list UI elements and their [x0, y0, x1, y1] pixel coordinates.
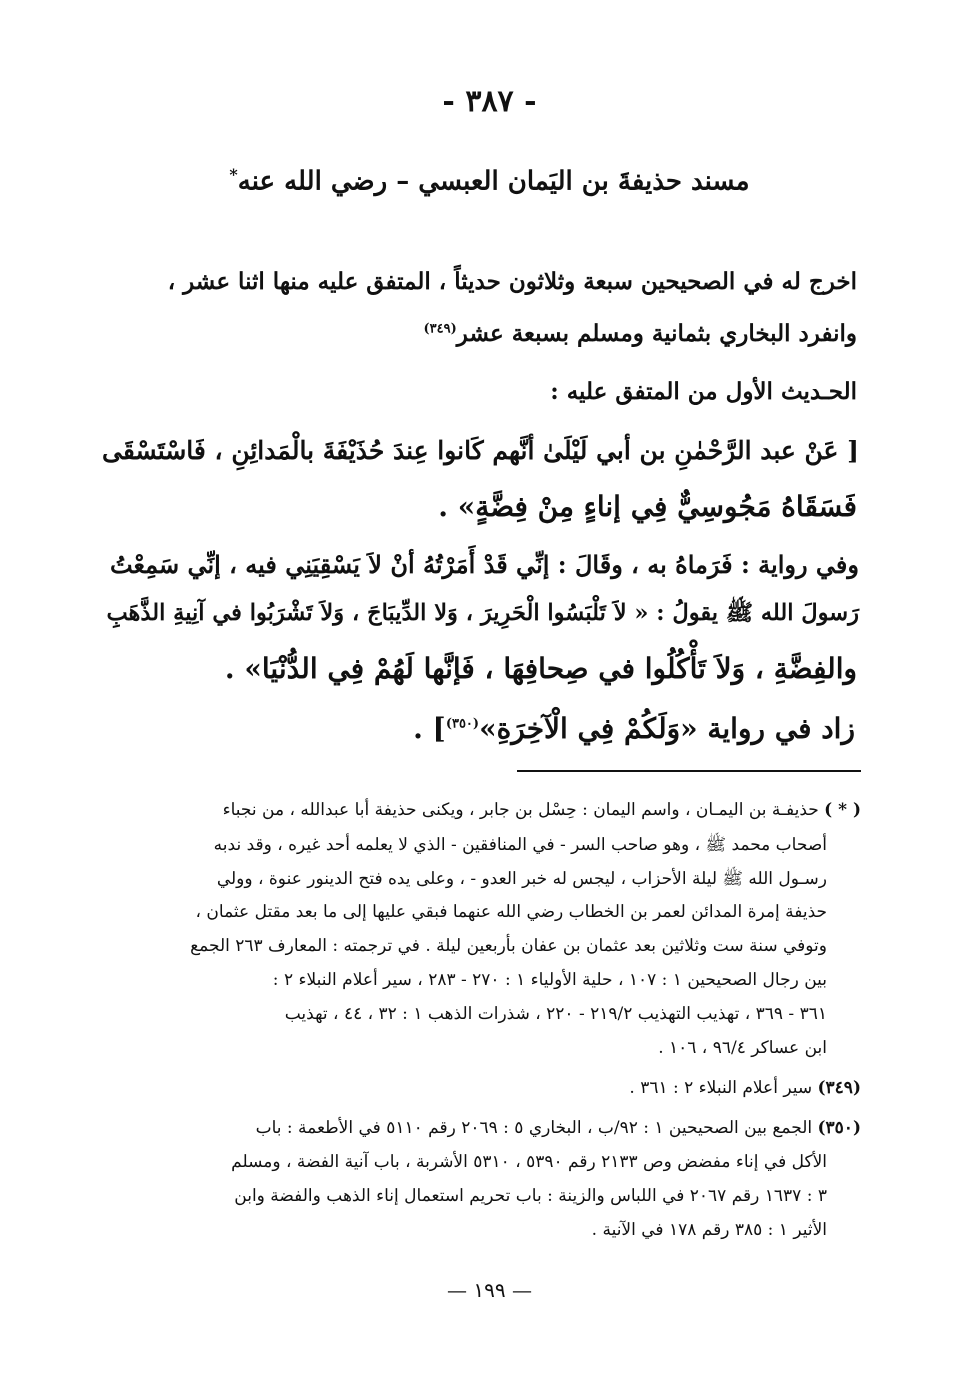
footnote-350-line-4: الأثير ١ : ٣٨٥ رقم ١٧٨ في الآنية . [591, 1220, 827, 1240]
footnote-star-line-8: ابن عساكر ٩٦/٤ ، ١٠٦ . [658, 1038, 827, 1058]
hadith-line-5: والفِضَّةِ ، وَلاَ تَأْكُلُوا في صِحافِهَا ، فَإنَّها لَهُمْ فِي الدُّنْيَا» . [224, 652, 857, 685]
title-footnote-marker: * [229, 165, 238, 184]
footnote-star-line-1 [223, 800, 861, 820]
hadith-line-2: فَسَقَاهُ مَجُوسِيٌّ فِي إناءٍ مِنْ فِضَّةٍ» . [438, 490, 857, 523]
footnote-350-line-2: الأكل في إناء مفضض وص ٢١٣٣ رقم ٥٣٩٠ ، ٥٣١٠ الأشربة ، باب آنية الفضة ، ومسلم [231, 1152, 827, 1172]
footnote-star-line-5: وتوفي سنة ست وثلاثين بعد عثمان بن عفان بأربعين ليلة . في ترجمته : المعارف ٢٦٣ الجمع [190, 936, 827, 956]
footnote-star-line-6: بين رجال الصحيحين ١ : ١٠٧ ، حلية الأولياء ١ : ٢٧٠ - ٢٨٣ ، سير أعلام النبلاء ٢ : [272, 970, 827, 990]
footnote-star-line-2: أصحاب محمد ﷺ ، وهو صاحب السر - في المنافقين - الذي لا يعلمه أحد غيره ، وقد ندبه [213, 835, 827, 855]
hadith-line-6-end: ] . [413, 712, 446, 745]
intro-line-2-text: وانفرد البخاري بثمانية ومسلم بسبعة عشر [456, 320, 857, 347]
footnote-star-line-7: ٣٦١ - ٣٦٩ ، تهذيب التهذيب ٢١٩/٢ - ٢٢٠ ، شذرات الذهب ١ : ٣٢ ، ٤٤ ، تهذيب [284, 1004, 827, 1024]
footnote-349 [629, 1078, 861, 1098]
footnote-350-line-1 [256, 1118, 861, 1138]
footnote-350-label: (٣٥٠) [817, 1118, 861, 1138]
footnote-star-label: ( * ) [824, 800, 861, 820]
page-number: - ٣٨٧ - [442, 84, 537, 119]
hadith-line-1: [ عَنْ عبد الرَّحْمٰنِ بن أبي لَيْلَىٰ أنَّهم كَانوا عِندَ حُذَيْفَةَ بالْمَدائِنِ ، فَاسْتَسْقَى [102, 436, 859, 465]
hadith-line-6 [413, 712, 855, 745]
hadith-line-4: رَسولَ الله ﷺ يقولُ : « لاَ تَلْبَسُوا الْحَرِيرَ ، وَلا الدِّيبَاجَ ، وَلاَ تَشْرَبُوا في آنِيةِ الذَّهَبِ [106, 600, 859, 626]
footnote-ref-350: (٣٥٠) [445, 716, 480, 732]
footnote-350-line-3: ٣ : ١٦٣٧ رقم ٢٠٦٧ في اللباس والزينة : باب تحريم استعمال إناء الذهب والفضة وابن [234, 1186, 827, 1206]
footnote-349-text: سير أعلام النبلاء ٢ : ٣٦١ . [629, 1078, 813, 1098]
hadith-line-3: وفي رواية : فَرَماهُ به ، وقَالَ : إنِّي قَدْ أَمَرْتُهُ أنْ لاَ يَسْقِيَنِي فيه ، إنِّي سَمِعْتُ [109, 550, 859, 579]
title-text: مسند حذيفةَ بن اليَمان العبسي – رضي الله عنه [237, 166, 750, 197]
hadith-line-6-text: زاد في رواية «وَلَكُمْ فِي الْآخِرَةِ» [479, 712, 855, 745]
intro-line-2 [424, 320, 857, 347]
footnote-349-label: (٣٤٩) [817, 1078, 861, 1098]
footnote-star-line-4: حذيفة إمرة المدائن لعمر بن الخطاب رضي الله عنهما فبقي عليها إلى ما بعد مقتل عثمان ، [195, 902, 827, 922]
footnote-350-text-1: الجمع بين الصحيحين ١ : ٩٢/ب ، البخاري ٥ : ٢٠٦٩ رقم ٥١١٠ في الأطعمة : باب [255, 1118, 813, 1138]
footnote-star-line-3: رسـول الله ﷺ ليلة الأحزاب ، ليجس له خبر العدو - ، وعلى يده فتح الدينور عنوة ، وولي [216, 869, 827, 889]
footnote-divider [517, 770, 861, 772]
intro-line-1: اخرج له في الصحيحين سبعة وثلاثون حديثاً ، المتفق عليه منها اثنا عشر ، [167, 268, 857, 295]
section-heading: الحـديث الأول من المتفق عليه : [550, 378, 857, 405]
page-title [0, 165, 979, 197]
footnote-ref-349: (٣٤٩) [423, 321, 457, 337]
footnote-star-text-1: حذيفـة بن اليمـان ، واسم اليمان : حِسْل بن جابر ، ويكنى حذيفة أبا عبدالله ، من نجباء [222, 800, 819, 820]
bottom-page-number: — ١٩٩ — [447, 1278, 532, 1302]
